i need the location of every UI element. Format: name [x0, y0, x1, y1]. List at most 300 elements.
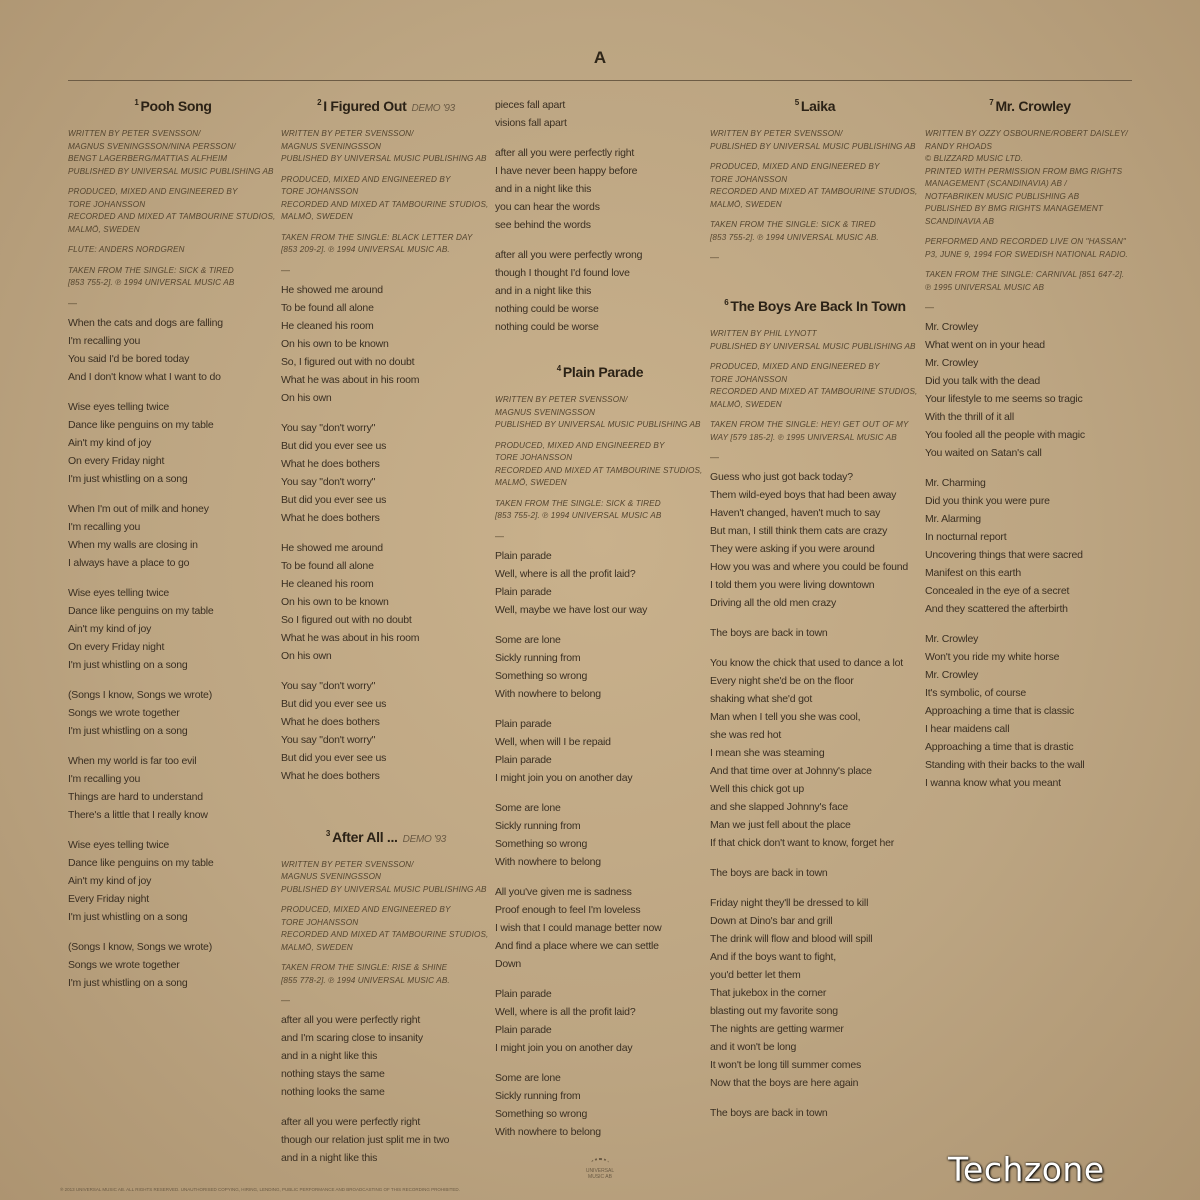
lyric-line: shaking what she'd got	[710, 693, 813, 705]
lyric-line: Standing with their backs to the wall	[925, 759, 1085, 771]
lyric-line: When my walls are closing in	[68, 538, 198, 551]
lyric-line: Man when I tell you she was cool,	[710, 711, 861, 723]
lyric-line: To be found all alone	[281, 559, 374, 572]
stanza	[495, 96, 705, 132]
credit-line: PRODUCED, MIXED AND ENGINEERED BY	[281, 174, 451, 184]
credit-line: WAY [579 185-2]. ℗ 1995 UNIVERSAL MUSIC AB	[710, 432, 897, 442]
lyric-line: On every Friday night	[68, 454, 165, 467]
lyric-line: Plain parade	[495, 549, 552, 562]
lyric-line: Mr. Crowley	[925, 669, 979, 681]
credit-line: ℗ 1995 UNIVERSAL MUSIC AB	[925, 282, 1045, 292]
lyric-line: Wise eyes telling twice	[68, 586, 170, 599]
stanza	[495, 883, 705, 973]
lyric-line: There's a little that I really know	[68, 808, 208, 821]
lyric-line: You say "don't worry"	[281, 421, 376, 434]
stanza	[68, 500, 278, 572]
title-text: Plain Parade	[562, 364, 644, 380]
stanza	[710, 468, 920, 612]
credit-line: MALMÖ, SWEDEN	[710, 199, 782, 209]
separator-dash: —	[68, 297, 77, 308]
credit-line: PRODUCED, MIXED AND ENGINEERED BY	[710, 362, 880, 371]
track-number: 2	[317, 98, 322, 108]
lyric-line: Wise eyes telling twice	[68, 838, 170, 851]
lyric-line: I hear maidens call	[925, 723, 1010, 735]
stanza	[495, 799, 705, 871]
lyric-line: I'm just whistling on a song	[68, 976, 188, 989]
lyric-line: I'm just whistling on a song	[68, 472, 188, 485]
stanza	[68, 752, 278, 824]
lyric-line: Something so wrong	[495, 837, 588, 850]
lyric-line: He showed me around	[281, 283, 383, 296]
credit-line: WRITTEN BY PETER SVENSSON/	[68, 129, 201, 138]
stanza	[68, 686, 278, 740]
lyric-line: Mr. Crowley	[925, 357, 979, 369]
lyric-line: Friday night they'll be dressed to kill	[710, 897, 869, 909]
credit-line: WRITTEN BY PETER SVENSSON/	[281, 129, 414, 138]
lyric-line: Plain parade	[495, 1023, 552, 1036]
lyric-line: Ain't my kind of joy	[68, 622, 152, 635]
lyric-line: I wanna know what you meant	[925, 777, 1061, 789]
lyric-line: Mr. Charming	[925, 477, 986, 489]
lyric-line: On his own	[281, 649, 332, 662]
lyric-line: You fooled all the people with magic	[925, 429, 1085, 441]
lyric-line: I'm recalling you	[68, 334, 141, 347]
track-number: 3	[325, 828, 331, 838]
lyric-line: Well, where is all the profit laid?	[495, 567, 636, 580]
credit-line: MAGNUS SVENINGSSON/NINA PERSSON/	[68, 141, 236, 151]
lyric-line: Dance like penguins on my table	[68, 604, 214, 617]
lyric-line: I'm recalling you	[68, 520, 141, 533]
lyric-line: Won't you ride my white horse	[925, 651, 1060, 663]
track-number: 5	[794, 98, 799, 108]
lyric-line: I told them you were living downtown	[710, 579, 875, 591]
separator-dash: —	[710, 452, 719, 462]
lyric-line: Did you talk with the dead	[925, 375, 1041, 387]
credit-line: WRITTEN BY PETER SVENSSON/	[495, 395, 628, 404]
credit-line: [853 755-2]. ℗ 1994 UNIVERSAL MUSIC AB.	[710, 232, 879, 242]
song-pooh	[68, 98, 278, 992]
stanza	[925, 630, 1135, 792]
lyric-line: When I'm out of milk and honey	[68, 502, 209, 515]
legal-text: ℗ 2013 UNIVERSAL MUSIC AB. ALL RIGHTS RESERVED. UNAUTHORISED COPYING, HIRING, LENDING, PUBLIC PERFORMANCE AND BROADCASTING OF THIS RECORDING PROHIBITED.	[60, 1187, 460, 1192]
lyric-line: Driving all the old men crazy	[710, 597, 837, 609]
lyric-line: nothing stays the same	[281, 1068, 385, 1080]
credit-line: MALMÖ, SWEDEN	[495, 478, 567, 487]
lyric-line: The boys are back in town	[710, 1107, 828, 1119]
lyric-line: Proof enough to feel I'm loveless	[495, 903, 641, 916]
lyric-line: Sickly running from	[495, 651, 581, 664]
lyric-line: though I thought I'd found love	[495, 267, 630, 279]
credit-block	[281, 232, 491, 257]
lyric-line: Concealed in the eye of a secret	[925, 585, 1070, 597]
stanza	[68, 314, 278, 386]
title-text: I Figured Out	[323, 98, 407, 114]
separator-dash: —	[281, 264, 290, 275]
credit-line: TAKEN FROM THE SINGLE: SICK & TIRED	[710, 220, 876, 229]
credit-block	[710, 419, 920, 444]
credit-line: PRODUCED, MIXED AND ENGINEERED BY	[281, 905, 451, 914]
stanza	[925, 474, 1135, 618]
lyric-line: Well, maybe we have lost our way	[495, 603, 648, 616]
credit-line: PRODUCED, MIXED AND ENGINEERED BY	[495, 440, 665, 450]
credit-line: RECORDED AND MIXED AT TAMBOURINE STUDIOS,	[281, 199, 489, 209]
lyric-line: and it won't be long	[710, 1041, 797, 1053]
lyric-line: and in a night like this	[281, 1050, 378, 1062]
lyric-line: Down	[495, 957, 522, 970]
credit-line: TORE JOHANSSON	[710, 374, 788, 384]
lyric-line: Mr. Crowley	[925, 321, 979, 333]
lyric-line: Haven't changed, haven't much to say	[710, 507, 881, 519]
lyric-line: after all you were perfectly right	[281, 1116, 421, 1128]
lyric-line: Your lifestyle to me seems so tragic	[925, 393, 1083, 405]
credit-line: PRODUCED, MIXED AND ENGINEERED BY	[710, 162, 880, 171]
lyric-line: Approaching a time that is drastic	[925, 741, 1074, 753]
stanza	[281, 281, 491, 407]
lyric-line: What he was about in his room	[281, 631, 420, 644]
lyric-line: Uncovering things that were sacred	[925, 549, 1083, 561]
lyric-line: With nowhere to belong	[495, 855, 601, 868]
credit-block	[281, 962, 491, 987]
title-text: Pooh Song	[140, 98, 212, 114]
lyric-line: What he was about in his room	[281, 373, 420, 386]
lyric-line: I always have a place to go	[68, 556, 190, 569]
lyric-line: see behind the words	[495, 219, 591, 231]
lyric-line: It won't be long till summer comes	[710, 1059, 862, 1071]
stanza	[710, 624, 920, 642]
credit-block	[281, 859, 491, 897]
lyric-line: So I figured out with no doubt	[281, 613, 412, 626]
credit-line: TAKEN FROM THE SINGLE: HEY! GET OUT OF MY	[710, 420, 909, 429]
credit-line: TAKEN FROM THE SINGLE: RISE & SHINE	[281, 963, 448, 972]
lyric-line: With nowhere to belong	[495, 687, 601, 700]
lyric-line: But did you ever see us	[281, 751, 387, 764]
lyric-line: What went on in your head	[925, 339, 1045, 351]
lyric-line: With the thrill of it all	[925, 411, 1014, 423]
lyric-line: blasting out my favorite song	[710, 1005, 838, 1017]
credit-line: PUBLISHED BY UNIVERSAL MUSIC PUBLISHING AB	[710, 141, 916, 151]
credit-line: MALMÖ, SWEDEN	[281, 212, 353, 221]
credits	[68, 128, 278, 290]
lyric-line: Something so wrong	[495, 1107, 588, 1120]
lyrics	[925, 318, 1135, 792]
song-title	[281, 98, 491, 114]
lyric-line: But did you ever see us	[281, 439, 387, 452]
credit-line: PUBLISHED BY UNIVERSAL MUSIC PUBLISHING AB	[281, 884, 487, 894]
credit-line: PUBLISHED BY UNIVERSAL MUSIC PUBLISHING AB	[281, 154, 487, 163]
credit-line: PUBLISHED BY BMG RIGHTS MANAGEMENT	[925, 204, 1103, 213]
credit-line: MAGNUS SVENINGSSON	[495, 407, 596, 417]
lyric-line: Ain't my kind of joy	[68, 436, 152, 449]
lyrics	[281, 1011, 491, 1167]
credit-line: RECORDED AND MIXED AT TAMBOURINE STUDIOS,	[710, 387, 918, 396]
credit-line: [853 209-2]. ℗ 1994 UNIVERSAL MUSIC AB.	[281, 245, 450, 254]
song-mr-crowley	[925, 98, 1135, 792]
lyric-line: On his own to be known	[281, 337, 389, 350]
lyric-line: The drink will flow and blood will spill	[710, 933, 873, 945]
lyric-line: When the cats and dogs are falling	[68, 316, 223, 329]
lyric-line: Sickly running from	[495, 1089, 581, 1102]
globe-icon	[591, 1158, 609, 1168]
lyric-line: But did you ever see us	[281, 493, 387, 506]
credit-line: © BLIZZARD MUSIC LTD.	[925, 154, 1024, 163]
lyric-line: The boys are back in town	[710, 627, 828, 639]
title-text: Mr. Crowley	[995, 98, 1071, 114]
track-number: 4	[556, 364, 561, 374]
lyric-line: What he does bothers	[281, 511, 380, 524]
credit-line: RECORDED AND MIXED AT TAMBOURINE STUDIOS,	[281, 930, 489, 939]
credit-line: PERFORMED AND RECORDED LIVE ON "HASSAN"	[925, 237, 1126, 246]
credit-line: TORE JOHANSSON	[68, 199, 146, 209]
column-4	[710, 92, 920, 1134]
credit-block	[281, 128, 491, 166]
lyric-line: Approaching a time that is classic	[925, 705, 1075, 717]
lyric-line: after all you were perfectly wrong	[495, 249, 643, 261]
credit-line: FLUTE: ANDERS NORDGREN	[68, 245, 185, 254]
lyric-line: And they scattered the afterbirth	[925, 603, 1068, 615]
column-3	[495, 96, 705, 1153]
lyric-line: I wish that I could manage better now	[495, 921, 662, 934]
lyric-line: But did you ever see us	[281, 697, 387, 710]
stanza	[281, 539, 491, 665]
lyric-line: In nocturnal report	[925, 531, 1007, 543]
lyric-line: And that time over at Johnny's place	[710, 765, 872, 777]
lyric-line: Some are lone	[495, 1071, 561, 1084]
lyric-line: Ain't my kind of joy	[68, 874, 152, 887]
lyric-line: and in a night like this	[495, 285, 592, 297]
credit-block	[710, 328, 920, 353]
lyric-line: I'm recalling you	[68, 772, 141, 785]
stanza	[495, 246, 705, 336]
credit-line: PUBLISHED BY UNIVERSAL MUSIC PUBLISHING AB	[495, 420, 701, 429]
credit-line: BENGT LAGERBERG/MATTIAS ALFHEIM	[68, 154, 228, 163]
lyric-line: Plain parade	[495, 987, 552, 1000]
lyrics	[495, 96, 705, 336]
credit-line: RANDY RHOADS	[925, 141, 993, 151]
credit-block	[68, 244, 278, 257]
lyric-line: Manifest on this earth	[925, 567, 1021, 579]
lyric-line: So, I figured out with no doubt	[281, 355, 415, 368]
track-number: 6	[724, 298, 729, 308]
song-after-all-continued	[495, 96, 705, 336]
lyric-line: On his own	[281, 391, 332, 404]
credits	[281, 128, 491, 257]
lyric-line: I might join you on another day	[495, 771, 633, 784]
credit-line: MALMÖ, SWEDEN	[710, 399, 782, 409]
stanza	[710, 654, 920, 852]
credit-line: WRITTEN BY PETER SVENSSON/	[281, 859, 414, 869]
credit-block	[281, 904, 491, 954]
lyric-line: Mr. Crowley	[925, 633, 979, 645]
stanza	[925, 318, 1135, 462]
lyric-line: How you was and where you could be found	[710, 561, 909, 573]
track-number: 7	[989, 98, 994, 108]
credit-block	[925, 236, 1135, 261]
lyric-line: You waited on Satan's call	[925, 447, 1042, 459]
credit-block	[925, 269, 1135, 294]
song-title	[925, 98, 1135, 114]
lyric-line: And if the boys want to fight,	[710, 951, 836, 963]
song-after-all	[281, 829, 491, 1168]
lyric-line: (Songs I know, Songs we wrote)	[68, 940, 212, 953]
credit-block	[495, 440, 705, 490]
lyric-line: What he does bothers	[281, 715, 380, 728]
credit-line: PUBLISHED BY UNIVERSAL MUSIC PUBLISHING AB	[68, 166, 274, 176]
lyric-line: Sickly running from	[495, 819, 581, 832]
credit-block	[495, 394, 705, 432]
lyric-line: and in a night like this	[495, 183, 592, 195]
credit-line: TAKEN FROM THE SINGLE: SICK & TIRED	[495, 498, 661, 508]
lyric-line: I mean she was steaming	[710, 747, 825, 759]
lyric-line: You said I'd be bored today	[68, 352, 190, 365]
credit-line: WRITTEN BY PETER SVENSSON/	[710, 129, 843, 138]
credit-line: MAGNUS SVENINGSSON	[281, 141, 382, 151]
credit-block	[495, 498, 705, 523]
credit-line: RECORDED AND MIXED AT TAMBOURINE STUDIOS,	[710, 187, 918, 196]
title-text: After All ...	[332, 828, 398, 845]
credit-line: PUBLISHED BY UNIVERSAL MUSIC PUBLISHING AB	[710, 341, 916, 351]
stanza	[495, 1069, 705, 1141]
lyric-line: I might join you on another day	[495, 1041, 633, 1054]
credit-block	[925, 128, 1135, 228]
lyrics	[495, 547, 705, 1141]
lyric-line: Did you think you were pure	[925, 495, 1050, 507]
lyric-line: after all you were perfectly right	[281, 1014, 421, 1026]
lyric-line: Songs we wrote together	[68, 958, 180, 971]
lyric-line: Every Friday night	[68, 892, 150, 905]
universal-logo	[580, 1158, 620, 1180]
separator-dash: —	[281, 995, 290, 1005]
credit-line: TAKEN FROM THE SINGLE: CARNIVAL [851 647-2].	[925, 270, 1125, 279]
stanza	[68, 836, 278, 926]
stanza	[495, 144, 705, 234]
lyric-line: Things are hard to understand	[68, 790, 203, 803]
lyric-line: Down at Dino's bar and grill	[710, 915, 833, 927]
lyric-line: Well, when will I be repaid	[495, 735, 611, 748]
stanza	[710, 864, 920, 882]
lyric-line: With nowhere to belong	[495, 1125, 601, 1138]
stanza	[68, 398, 278, 488]
demo-tag: DEMO '93	[402, 833, 447, 845]
stanza	[68, 584, 278, 674]
credit-line: P3, JUNE 9, 1994 FOR SWEDISH NATIONAL RADIO.	[925, 249, 1128, 259]
stanza	[281, 419, 491, 527]
lyric-line: But man, I still think them cats are crazy	[710, 525, 888, 537]
stanza	[281, 677, 491, 785]
credit-line: TORE JOHANSSON	[281, 187, 359, 196]
lyric-line: Well, where is all the profit laid?	[495, 1005, 636, 1018]
logo-text: UNIVERSAL MUSIC AB	[585, 1168, 615, 1180]
credit-line: TORE JOHANSSON	[495, 453, 573, 462]
lyric-line: He cleaned his room	[281, 577, 374, 590]
lyric-line: I have never been happy before	[495, 165, 638, 177]
lyric-line: Songs we wrote together	[68, 706, 180, 719]
song-boys-back	[710, 298, 920, 1122]
song-title	[281, 829, 491, 845]
credit-line: PRINTED WITH PERMISSION FROM BMG RIGHTS	[925, 166, 1123, 176]
lyric-line: All you've given me is sadness	[495, 885, 632, 898]
lyrics	[710, 468, 920, 1122]
credit-line: TAKEN FROM THE SINGLE: SICK & TIRED	[68, 265, 234, 275]
credit-line: WRITTEN BY OZZY OSBOURNE/ROBERT DAISLEY/	[925, 129, 1128, 138]
credit-line: RECORDED AND MIXED AT TAMBOURINE STUDIOS,	[68, 212, 276, 221]
song-figured-out	[281, 98, 491, 785]
top-divider	[68, 80, 1132, 81]
lyric-line: Wise eyes telling twice	[68, 400, 170, 413]
lyric-line: Well this chick got up	[710, 783, 805, 795]
stanza	[495, 985, 705, 1057]
song-title	[710, 298, 920, 314]
lyric-line: The boys are back in town	[710, 867, 828, 879]
song-title	[710, 98, 920, 114]
credit-line: MAGNUS SVENINGSSON	[281, 872, 382, 881]
song-plain-parade	[495, 364, 705, 1141]
stanza	[710, 894, 920, 1092]
lyric-line: Plain parade	[495, 717, 552, 730]
credit-block	[710, 361, 920, 411]
credit-block	[68, 128, 278, 178]
lyrics	[68, 314, 278, 992]
lyric-line: And find a place where we can settle	[495, 939, 659, 952]
title-text: Laika	[800, 98, 836, 114]
credits	[495, 394, 705, 523]
lyric-line: You say "don't worry"	[281, 733, 376, 746]
credit-line: [855 778-2]. ℗ 1994 UNIVERSAL MUSIC AB.	[281, 975, 450, 985]
lyric-line: Them wild-eyed boys that had been away	[710, 489, 897, 501]
credit-line: TAKEN FROM THE SINGLE: BLACK LETTER DAY	[281, 232, 473, 242]
lyric-line: Something so wrong	[495, 669, 588, 682]
lyric-line: Some are lone	[495, 801, 561, 814]
credit-line: SCANDINAVIA AB	[925, 216, 995, 226]
separator-dash: —	[925, 302, 934, 312]
lyric-line: And I don't know what I want to do	[68, 370, 221, 383]
title-text: The Boys Are Back In Town	[730, 298, 906, 314]
lyric-line: The nights are getting warmer	[710, 1023, 844, 1035]
stanza	[495, 547, 705, 619]
credit-line: RECORDED AND MIXED AT TAMBOURINE STUDIOS,	[495, 465, 703, 475]
lyric-line: You say "don't worry"	[281, 679, 376, 692]
demo-tag: DEMO '93	[411, 103, 455, 114]
lyric-line: Every night she'd be on the floor	[710, 675, 854, 687]
credit-block	[281, 174, 491, 224]
credit-block	[710, 219, 920, 244]
stanza	[495, 715, 705, 787]
credit-line: TORE JOHANSSON	[710, 174, 788, 184]
song-laika	[710, 98, 920, 262]
lyric-line: and she slapped Johnny's face	[710, 801, 849, 813]
credit-block	[68, 265, 278, 290]
lyric-line: You know the chick that used to dance a lot	[710, 657, 903, 669]
lyric-line: pieces fall apart	[495, 99, 566, 111]
credit-line: NOTFABRIKEN MUSIC PUBLISHING AB	[925, 191, 1080, 201]
credit-block	[710, 128, 920, 153]
lyric-line: and I'm scaring close to insanity	[281, 1032, 423, 1044]
stanza	[710, 1104, 920, 1122]
song-title	[495, 364, 705, 380]
lyric-line: What he does bothers	[281, 457, 380, 470]
lyric-line: Some are lone	[495, 633, 561, 646]
lyric-line: nothing looks the same	[281, 1086, 385, 1098]
column-5	[925, 92, 1135, 804]
stanza	[281, 1011, 491, 1101]
separator-dash: —	[495, 530, 504, 541]
stanza	[495, 631, 705, 703]
lyric-line: It's symbolic, of course	[925, 687, 1027, 699]
credits	[710, 328, 920, 444]
lyric-line: Mr. Alarming	[925, 513, 981, 525]
credit-line: PRODUCED, MIXED AND ENGINEERED BY	[68, 187, 238, 196]
stanza	[68, 938, 278, 992]
lyric-line: Plain parade	[495, 753, 552, 766]
